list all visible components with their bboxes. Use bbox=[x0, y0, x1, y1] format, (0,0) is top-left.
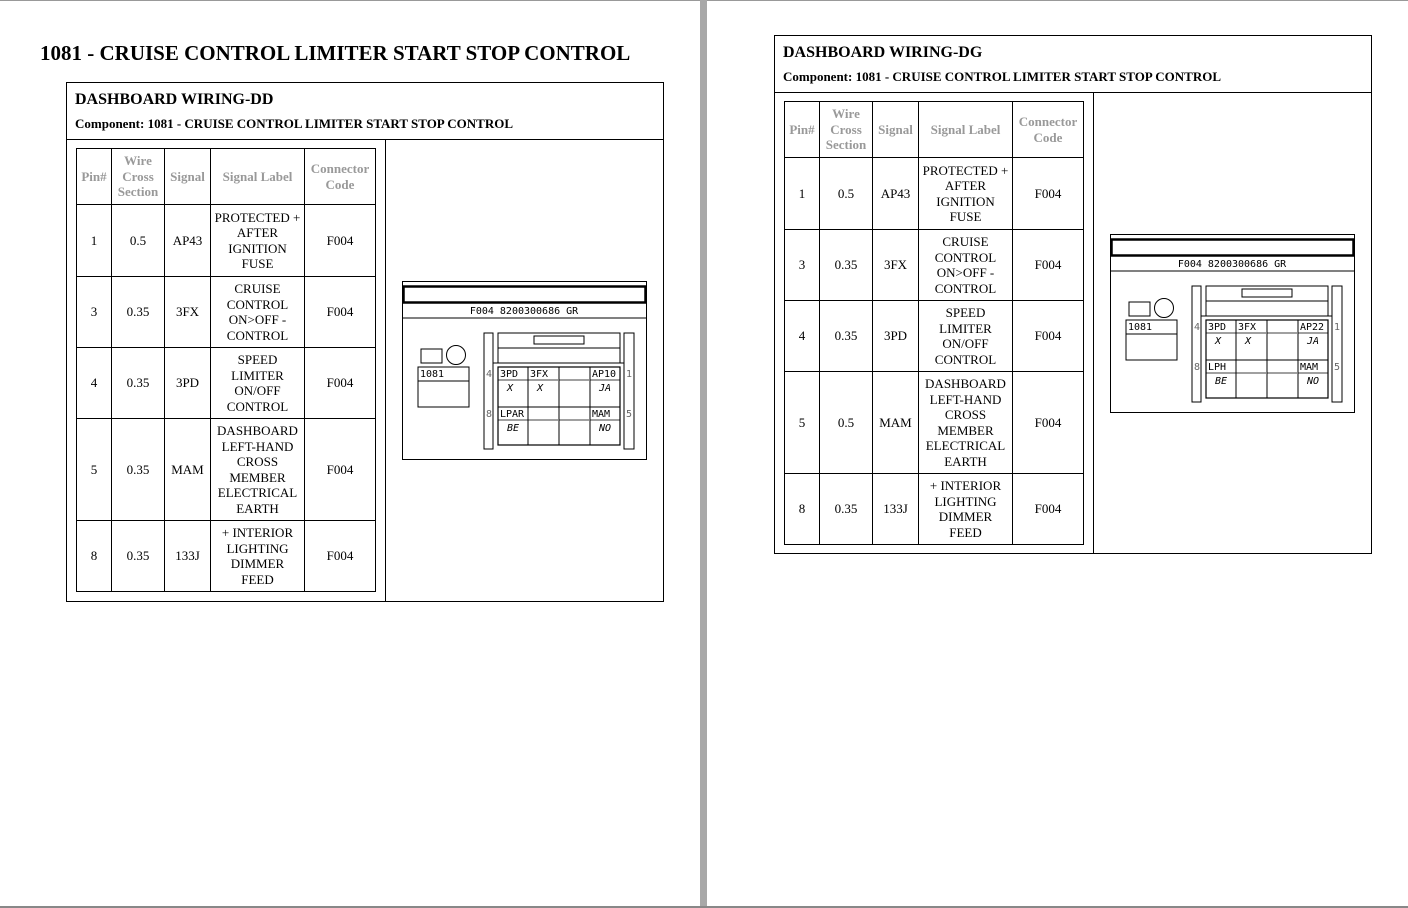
table-cell: 4 bbox=[77, 348, 112, 419]
table-row bbox=[77, 277, 376, 348]
table-cell: F004 bbox=[1013, 372, 1084, 474]
table-row bbox=[785, 158, 1084, 230]
table-row bbox=[77, 521, 376, 592]
table-header-row bbox=[785, 102, 1084, 158]
table-cell: F004 bbox=[1013, 301, 1084, 372]
pin-color: X bbox=[1215, 336, 1222, 347]
table-row bbox=[785, 230, 1084, 301]
table-cell: 1 bbox=[77, 205, 112, 277]
pin-color: JA bbox=[1307, 336, 1320, 347]
column-header: Wire Cross Section bbox=[820, 102, 873, 158]
table-cell: + INTERIOR LIGHTING DIMMER FEED bbox=[919, 474, 1013, 545]
table-cell: 1 bbox=[785, 158, 820, 230]
table-cell: SPEED LIMITER ON/OFF CONTROL bbox=[211, 348, 305, 419]
table-cell: F004 bbox=[1013, 474, 1084, 545]
table-cell: 8 bbox=[77, 521, 112, 592]
pin-signal: 3PD bbox=[500, 369, 519, 380]
connector-header: F004 8200300686 GR bbox=[1177, 259, 1287, 270]
table-cell: AP43 bbox=[165, 205, 211, 277]
pin-signal: LPAR bbox=[500, 409, 525, 420]
pin-signal: AP22 bbox=[1300, 322, 1325, 333]
table-cell: 3PD bbox=[165, 348, 211, 419]
table-cell: F004 bbox=[1013, 230, 1084, 301]
pin-number: 5 bbox=[1334, 362, 1341, 373]
pin-color: X bbox=[1245, 336, 1252, 347]
table-row bbox=[77, 419, 376, 521]
pin-signal: 3PD bbox=[1208, 322, 1227, 333]
pin-signal: MAM bbox=[592, 409, 611, 420]
table-cell: 4 bbox=[785, 301, 820, 372]
component-label: Component: 1081 - CRUISE CONTROL LIMITER START STOP CONTROL bbox=[783, 69, 1222, 84]
panel-heading: DASHBOARD WIRING-DG bbox=[783, 44, 983, 61]
table-row bbox=[785, 474, 1084, 545]
table-cell: F004 bbox=[305, 277, 376, 348]
pin-color: X bbox=[507, 383, 514, 394]
table-header-row bbox=[77, 149, 376, 205]
pin-signal: 3FX bbox=[530, 369, 549, 380]
table-cell: 0.5 bbox=[112, 205, 165, 277]
table-cell: 0.35 bbox=[112, 277, 165, 348]
table-cell: 3 bbox=[77, 277, 112, 348]
table-cell: 0.35 bbox=[820, 474, 873, 545]
pin-number: 1 bbox=[1334, 322, 1341, 333]
table-cell: CRUISE CONTROL ON>OFF - CONTROL bbox=[211, 277, 305, 348]
table-cell: 8 bbox=[785, 474, 820, 545]
wiring-panel-dg bbox=[774, 35, 1372, 554]
column-header: Connector Code bbox=[305, 149, 376, 205]
column-header: Signal Label bbox=[919, 102, 1013, 158]
page-gutter bbox=[700, 0, 707, 908]
table-cell: F004 bbox=[1013, 158, 1084, 230]
column-header: Signal Label bbox=[211, 149, 305, 205]
pin-signal: MAM bbox=[1300, 362, 1319, 373]
component-label: Component: 1081 - CRUISE CONTROL LIMITER START STOP CONTROL bbox=[75, 116, 514, 131]
table-cell: 3PD bbox=[873, 301, 919, 372]
table-cell: 0.35 bbox=[112, 419, 165, 521]
right-page bbox=[707, 0, 1408, 908]
pin-number: 8 bbox=[486, 409, 493, 420]
pin-number: 1 bbox=[626, 369, 633, 380]
table-cell: 0.35 bbox=[820, 301, 873, 372]
component-id: 1081 bbox=[420, 369, 445, 380]
table-row bbox=[77, 205, 376, 277]
table-row bbox=[785, 301, 1084, 372]
divider bbox=[1093, 92, 1094, 553]
pin-number: 4 bbox=[1194, 322, 1201, 333]
table-cell: F004 bbox=[305, 419, 376, 521]
pin-table bbox=[784, 101, 1084, 545]
table-cell: 0.5 bbox=[820, 372, 873, 474]
component-id: 1081 bbox=[1128, 322, 1153, 333]
table-cell: MAM bbox=[165, 419, 211, 521]
table-row bbox=[77, 348, 376, 419]
connector-header: F004 8200300686 GR bbox=[469, 306, 579, 317]
table-cell: DASHBOARD LEFT-HAND CROSS MEMBER ELECTRICAL EARTH bbox=[211, 419, 305, 521]
table-cell: SPEED LIMITER ON/OFF CONTROL bbox=[919, 301, 1013, 372]
table-cell: 0.35 bbox=[112, 521, 165, 592]
table-cell: + INTERIOR LIGHTING DIMMER FEED bbox=[211, 521, 305, 592]
connector-diagram bbox=[1110, 234, 1355, 414]
wiring-panel-dd bbox=[66, 82, 664, 602]
table-cell: 3FX bbox=[873, 230, 919, 301]
column-header: Pin# bbox=[785, 102, 820, 158]
table-cell: 0.35 bbox=[820, 230, 873, 301]
table-cell: F004 bbox=[305, 521, 376, 592]
divider bbox=[385, 139, 386, 601]
table-cell: F004 bbox=[305, 205, 376, 277]
pin-color: NO bbox=[1307, 376, 1320, 387]
column-header: Wire Cross Section bbox=[112, 149, 165, 205]
table-cell: PROTECTED + AFTER IGNITION FUSE bbox=[211, 205, 305, 277]
column-header: Signal bbox=[165, 149, 211, 205]
document-title: 1081 - CRUISE CONTROL LIMITER START STOP CONTROL bbox=[40, 41, 631, 65]
table-cell: DASHBOARD LEFT-HAND CROSS MEMBER ELECTRICAL EARTH bbox=[919, 372, 1013, 474]
table-cell: 0.5 bbox=[820, 158, 873, 230]
pin-number: 5 bbox=[626, 409, 633, 420]
pin-color: JA bbox=[599, 383, 612, 394]
column-header: Signal bbox=[873, 102, 919, 158]
pin-number: 4 bbox=[486, 369, 493, 380]
table-cell: 133J bbox=[165, 521, 211, 592]
pin-color: NO bbox=[599, 423, 612, 434]
table-cell: PROTECTED + AFTER IGNITION FUSE bbox=[919, 158, 1013, 230]
connector-diagram bbox=[402, 281, 647, 461]
table-cell: MAM bbox=[873, 372, 919, 474]
pin-color: X bbox=[537, 383, 544, 394]
table-cell: 133J bbox=[873, 474, 919, 545]
table-row bbox=[785, 372, 1084, 474]
table-cell: F004 bbox=[305, 348, 376, 419]
table-cell: 3 bbox=[785, 230, 820, 301]
table-cell: 0.35 bbox=[112, 348, 165, 419]
table-cell: 5 bbox=[785, 372, 820, 474]
panel-heading: DASHBOARD WIRING-DD bbox=[75, 91, 274, 108]
pin-signal: AP10 bbox=[592, 369, 617, 380]
table-cell: 3FX bbox=[165, 277, 211, 348]
pin-table bbox=[76, 148, 376, 592]
pin-color: BE bbox=[507, 423, 520, 434]
table-cell: AP43 bbox=[873, 158, 919, 230]
table-cell: 5 bbox=[77, 419, 112, 521]
pin-color: BE bbox=[1215, 376, 1228, 387]
table-cell: CRUISE CONTROL ON>OFF - CONTROL bbox=[919, 230, 1013, 301]
pin-number: 8 bbox=[1194, 362, 1201, 373]
column-header: Pin# bbox=[77, 149, 112, 205]
left-page bbox=[0, 0, 700, 908]
divider bbox=[775, 92, 1371, 93]
pin-signal: 3FX bbox=[1238, 322, 1257, 333]
pin-signal: LPH bbox=[1208, 362, 1227, 373]
divider bbox=[67, 139, 663, 140]
column-header: Connector Code bbox=[1013, 102, 1084, 158]
